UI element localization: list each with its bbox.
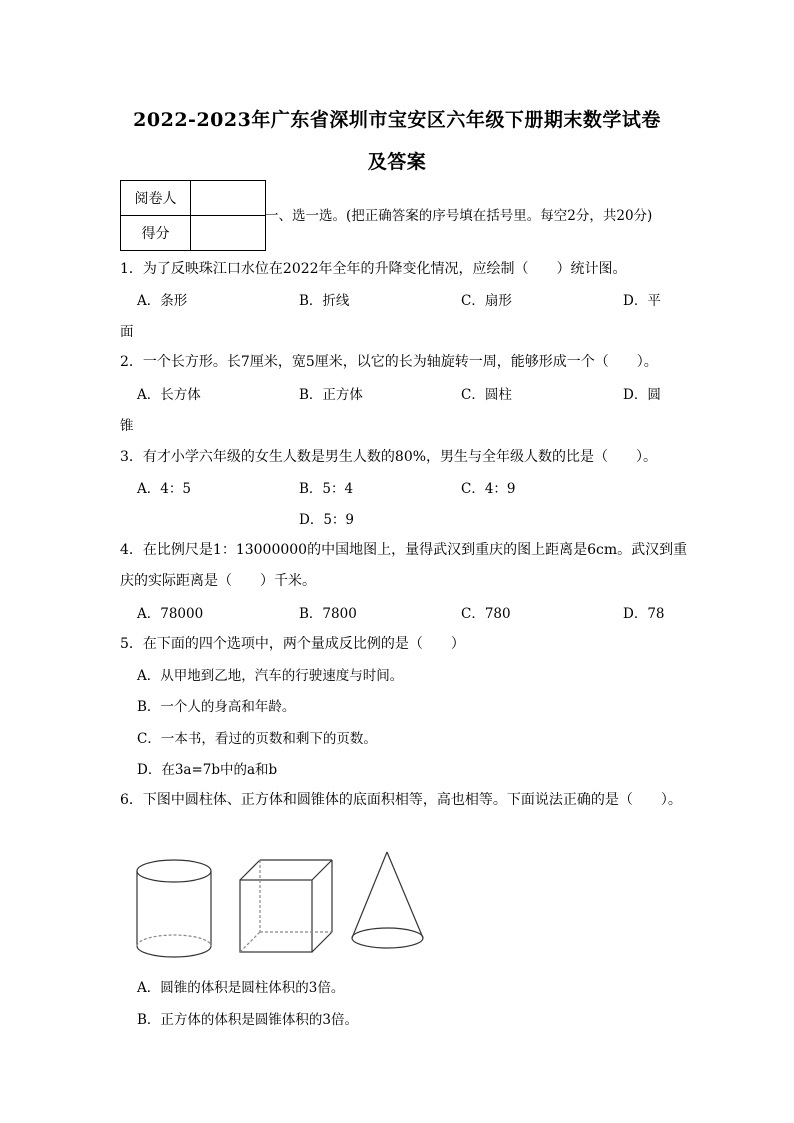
question-2-option-a: A．长方体: [137, 387, 201, 403]
document-title-line1: 2022-2023年广东省深圳市宝安区六年级下册期末数学试卷: [133, 109, 661, 131]
question-2-option-d: D．圆: [623, 387, 661, 403]
question-1-stem: 1．为了反映珠江口水位在2022年全年的升降变化情况，应绘制（ ）统计图。: [120, 261, 627, 277]
question-5-option-d: D．在3a=7b中的a和b: [137, 762, 278, 778]
question-6-option-b: B．正方体的体积是圆锥体积的3倍。: [137, 1012, 359, 1028]
question-1-option-d: D．平: [623, 293, 661, 309]
question-4-stem-line2: 庆的实际距离是（ ）千米。: [120, 573, 316, 589]
question-6-stem: 6．下图中圆柱体、正方体和圆锥体的底面积相等，高也相等。下面说法正确的是（ ）。: [120, 792, 682, 808]
document-title-line2: 及答案: [367, 151, 427, 173]
question-3-option-b: B．5：4: [299, 481, 354, 497]
reviewer-label: 阅卷人: [121, 181, 191, 216]
geometry-figure: [130, 848, 430, 963]
question-5-option-b: B．一个人的身高和年龄。: [137, 699, 296, 715]
question-5-option-c: C．一本书，看过的页数和剩下的页数。: [137, 731, 377, 747]
question-5-stem: 5．在下面的四个选项中，两个量成反比例的是（ ）: [120, 636, 465, 652]
score-label: 得分: [121, 216, 191, 251]
question-2-stem: 2．一个长方形。长7厘米，宽5厘米，以它的长为轴旋转一周，能够形成一个（ ）。: [120, 354, 658, 370]
cylinder-shape: [137, 860, 211, 957]
section-heading: 一、选一选。(把正确答案的序号填在括号里。每空2分，共20分): [265, 208, 653, 224]
question-3-option-d: D．5：9: [299, 512, 355, 528]
reviewer-box[interactable]: [191, 181, 266, 216]
question-4-option-a: A．78000: [137, 606, 204, 622]
question-1-option-d-wrap: 面: [120, 324, 134, 340]
grader-table: [120, 180, 266, 251]
question-1-option-b: B．折线: [299, 293, 350, 309]
question-3-stem: 3．有才小学六年级的女生人数是男生人数的80%，男生与全年级人数的比是（ ）。: [120, 449, 658, 465]
question-4-option-c: C．780: [461, 606, 511, 622]
question-2-option-d-wrap: 锥: [120, 418, 134, 434]
question-6-option-a: A．圆锥的体积是圆柱体积的3倍。: [137, 980, 345, 996]
question-3-option-a: A．4：5: [137, 481, 191, 497]
cone-shape: [352, 852, 423, 948]
question-1-option-c: C．扇形: [461, 293, 512, 309]
score-box[interactable]: [191, 216, 266, 251]
question-4-option-b: B．7800: [299, 606, 357, 622]
question-5-option-a: A．从甲地到乙地，汽车的行驶速度与时间。: [137, 668, 404, 684]
question-3-option-c: C．4：9: [461, 481, 516, 497]
question-1-option-a: A．条形: [137, 293, 188, 309]
question-4-option-d: D．78: [623, 606, 665, 622]
cube-shape: [240, 860, 332, 952]
question-2-option-c: C．圆柱: [461, 387, 512, 403]
question-2-option-b: B．正方体: [299, 387, 363, 403]
question-4-stem-line1: 4．在比例尺是1：13000000的中国地图上，量得武汉到重庆的图上距离是6cm。武汉到重: [120, 542, 688, 558]
